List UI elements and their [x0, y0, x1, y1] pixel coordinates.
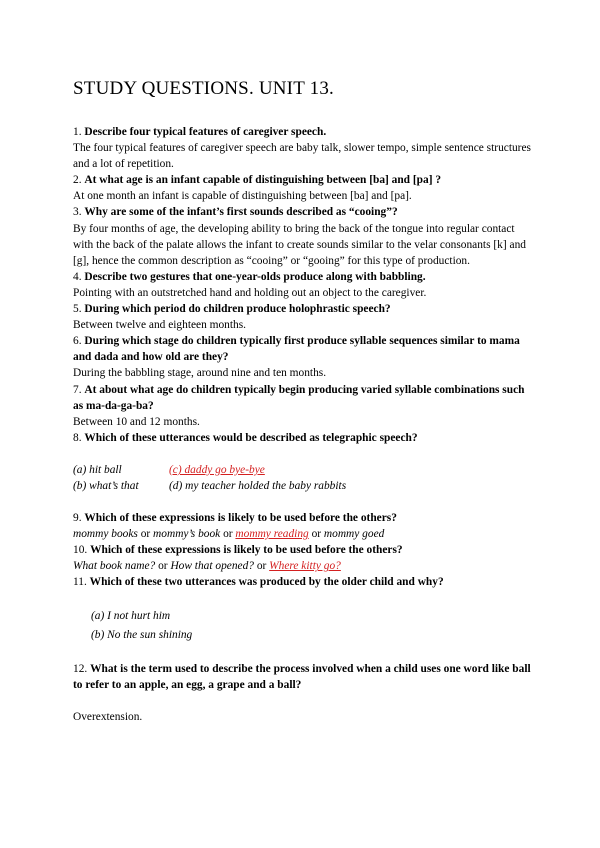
- answer-9: [73, 526, 533, 542]
- option-a: (a) I not hurt him: [91, 609, 171, 622]
- question-text: During which stage do children typically first produce syllable sequences similar to mama and dada and how old are they?: [73, 335, 520, 364]
- option-d: (d) my teacher holded the baby rabbits: [169, 479, 347, 492]
- document-body: [73, 124, 533, 725]
- question-number: 5.: [73, 303, 85, 316]
- expression: How that opened?: [170, 560, 254, 573]
- question-number: 2.: [73, 174, 85, 187]
- question-2: [73, 172, 533, 188]
- question-3: [73, 204, 533, 220]
- question-5: [73, 301, 533, 317]
- question-number: 11.: [73, 576, 90, 589]
- question-number: 9.: [73, 512, 85, 525]
- answer-5: Between twelve and eighteen months.: [73, 319, 247, 332]
- question-7: [73, 382, 533, 414]
- question-number: 8.: [73, 431, 85, 444]
- spacer: [73, 494, 533, 510]
- page-title: STUDY QUESTIONS. UNIT 13.: [73, 78, 334, 99]
- question-4: [73, 269, 533, 285]
- options-8: [73, 462, 533, 494]
- option-b: (b) No the sun shining: [91, 628, 193, 641]
- spacer: [73, 591, 533, 607]
- expression: mommy books: [73, 528, 138, 541]
- question-number: 7.: [73, 383, 85, 396]
- question-number: 4.: [73, 270, 85, 283]
- spacer: [73, 446, 533, 462]
- option-a: (a) hit ball: [73, 463, 122, 476]
- question-1: [73, 124, 533, 140]
- spacer: [73, 693, 533, 709]
- answer-1: The four typical features of caregiver speech are baby talk, slower tempo, simple sentence structures and a lot of repetition.: [73, 142, 531, 171]
- question-text: During which period do children produce holophrastic speech?: [84, 303, 391, 316]
- question-text: Why are some of the infant’s first sounds described as “cooing”?: [84, 206, 398, 219]
- expression: What book name?: [73, 560, 156, 573]
- answer-3: By four months of age, the developing ability to bring the back of the tongue into regular contact with the back of the palate allows the infant to create sounds similar to the velar consonants [k] and [g], hence the common description as “cooing” or “gooing” for this type of production.: [73, 222, 526, 267]
- question-12: [73, 661, 533, 693]
- option-c-highlighted: (c) daddy go bye-bye: [169, 463, 265, 476]
- question-10: [73, 542, 533, 558]
- answer-12: Overextension.: [73, 710, 143, 723]
- answer-6: During the babbling stage, around nine and ten months.: [73, 367, 327, 380]
- answer-2: At one month an infant is capable of distinguishing between [ba] and [pa].: [73, 190, 412, 203]
- question-number: 12.: [73, 662, 91, 675]
- question-9: [73, 510, 533, 526]
- expression: mommy’s book: [153, 528, 221, 541]
- question-text: Which of these utterances would be described as telegraphic speech?: [84, 431, 418, 444]
- options-11: [73, 607, 533, 645]
- question-text: Which of these expressions is likely to be used before the others?: [84, 512, 397, 525]
- question-text: At about what age do children typically begin producing varied syllable combinations such as ma-da-ga-ba?: [73, 383, 525, 412]
- or-text: or: [137, 528, 154, 541]
- answer-7: Between 10 and 12 months.: [73, 415, 200, 428]
- option-b: (b) what’s that: [73, 479, 139, 492]
- or-text: or: [308, 528, 324, 541]
- expression-highlighted: mommy reading: [235, 528, 309, 541]
- question-11: [73, 574, 533, 590]
- question-number: 6.: [73, 335, 85, 348]
- question-text: Which of these two utterances was produced by the older child and why?: [89, 576, 444, 589]
- question-text: At what age is an infant capable of distinguishing between [ba] and [pa] ?: [84, 174, 442, 187]
- expression-highlighted: Where kitty go?: [269, 560, 341, 573]
- question-text: Describe four typical features of caregiver speech.: [84, 126, 327, 138]
- spacer: [73, 645, 533, 661]
- question-text: Which of these expressions is likely to be used before the others?: [90, 544, 403, 557]
- question-text: What is the term used to describe the process involved when a child uses one word like ball to refer to an apple, an egg, a grape and a ball?: [73, 662, 531, 691]
- answer-4: Pointing with an outstretched hand and holding out an object to the caregiver.: [73, 286, 427, 299]
- question-number: 1.: [73, 126, 85, 138]
- question-8: [73, 430, 533, 446]
- answer-10: [73, 558, 533, 574]
- question-text: Describe two gestures that one-year-olds produce along with babbling.: [84, 270, 426, 283]
- or-text: or: [253, 560, 270, 573]
- expression: mommy goed: [323, 528, 385, 541]
- question-number: 10.: [73, 544, 91, 557]
- question-6: [73, 333, 533, 365]
- or-text: or: [155, 560, 171, 573]
- question-number: 3.: [73, 206, 85, 219]
- or-text: or: [220, 528, 236, 541]
